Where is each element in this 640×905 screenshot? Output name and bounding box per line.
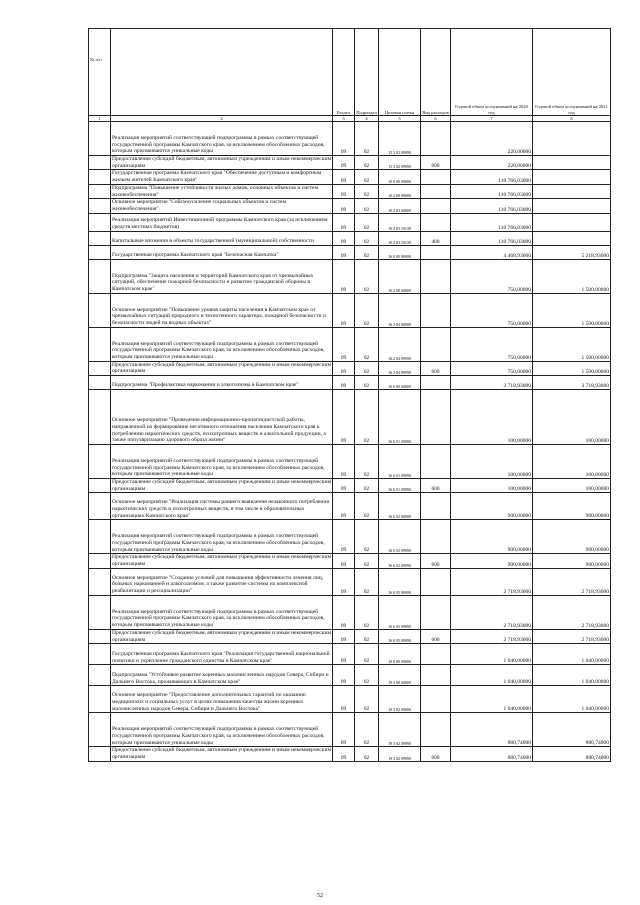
header-amount-2020: Годовой объем ассигнований на 2020 год (451, 29, 533, 116)
section-cell: 09 (333, 644, 355, 665)
section-cell: 09 (333, 259, 355, 293)
table-row (89, 568, 611, 595)
header-subsection: Подраздел (355, 29, 379, 116)
subsection-cell: 02 (355, 327, 379, 361)
row-number-cell (89, 376, 111, 390)
expense-type-cell (421, 595, 451, 629)
row-name-cell: Основное мероприятие "Проведение информационно-пропагандистской работы, направленной на формирование негативного отношения населения Камчатского края к потреблению наркотических средств, психотропных веществ и алкогольной продукции, а также популяризацию здорового образа жизни" (111, 390, 333, 445)
amount-2020-cell: 100,00000 (451, 390, 533, 445)
amount-2020-cell: 110 766,03000 (451, 231, 533, 245)
row-number-cell (89, 122, 111, 156)
amount-2021-cell (533, 231, 611, 245)
amount-2021-cell (533, 199, 611, 213)
expense-type-cell: 600 (421, 361, 451, 375)
row-number-cell (89, 493, 111, 520)
amount-2021-cell: 100,00000 (533, 479, 611, 493)
row-number-cell (89, 686, 111, 713)
expense-type-cell (421, 686, 451, 713)
row-number-cell (89, 479, 111, 493)
amount-2021-cell: 1 500,00000 (533, 293, 611, 327)
column-number: 2 (111, 116, 333, 122)
row-name-cell: Предоставление субсидий бюджетным, автономным учреждениям и иным некоммерческим организациям (112, 629, 332, 643)
expense-type-cell (421, 293, 451, 327)
subsection-cell: 02 (355, 747, 379, 761)
subsection-cell: 02 (355, 231, 379, 245)
amount-2021-cell: 1 040,00000 (533, 686, 611, 713)
table-row (89, 184, 611, 198)
amount-2021-cell: 2 718,93000 (533, 595, 611, 629)
table-row (89, 376, 611, 390)
subsection-cell: 02 (355, 170, 379, 184)
row-name-cell: Реализация мероприятий соответствующей подпрограммы в рамках соответствующей государственной программы Камчатского края, за исключением обособленных расходов, которым присваиваются уникальные коды (111, 122, 333, 156)
row-name-cell: Реализация мероприятий соответствующей подпрограммы в рамках соответствующей государственной программы Камчатского края, за исключением обособленных расходов, которым присваиваются уникальные коды (111, 713, 333, 747)
target-article-cell: 16 0 00 00000 (379, 245, 421, 259)
row-name-cell: Капитальные вложения в объекты государственной (муниципальной) собственности (111, 231, 333, 245)
row-number-cell (89, 213, 111, 231)
column-number: 7 (451, 116, 533, 122)
subsection-cell: 02 (355, 199, 379, 213)
amount-2021-cell: 900,00000 (533, 554, 611, 568)
subsection-cell: 02 (355, 493, 379, 520)
row-number-cell (89, 361, 111, 375)
amount-2021-cell (533, 156, 611, 170)
row-number-cell (89, 520, 111, 554)
target-article-cell: 16 2 04 09990 (379, 361, 421, 375)
subsection-cell: 02 (355, 520, 379, 554)
section-cell: 09 (333, 376, 355, 390)
target-article-cell: 19 0 00 00000 (379, 644, 421, 665)
subsection-cell: 02 (355, 390, 379, 445)
expense-type-cell (421, 259, 451, 293)
expense-type-cell (421, 445, 451, 479)
budget-table (88, 28, 611, 762)
amount-2021-cell: 1 500,00000 (533, 259, 611, 293)
column-number: 6 (421, 116, 451, 122)
row-name-cell: Реализация мероприятий соответствующей подпрограммы в рамках соответствующей государственной программы Камчатского края, за исключением обособленных расходов, которым присваиваются уникальные коды (111, 595, 333, 629)
amount-2020-cell: 900,00000 (451, 554, 533, 568)
section-cell: 09 (333, 170, 355, 184)
expense-type-cell: 400 (421, 231, 451, 245)
subsection-cell: 02 (355, 629, 379, 643)
table-row (89, 327, 611, 361)
subsection-cell: 02 (355, 595, 379, 629)
header-row-number: № п/п (89, 29, 111, 116)
row-name-cell: Основное мероприятие "Сейсмоусиление социальных объектов и систем жизнеобеспечения" (111, 199, 333, 213)
amount-2021-cell: 5 218,93000 (533, 245, 611, 259)
table-body (89, 122, 611, 762)
section-cell: 09 (333, 122, 355, 156)
section-cell: 09 (333, 665, 355, 686)
table-row (89, 686, 611, 713)
table-row (89, 493, 611, 520)
row-name-cell: Реализация мероприятий соответствующей подпрограммы в рамках соответствующей государственной программы Камчатского края, за исключением обособленных расходов, которым присваиваются уникальные коды (111, 327, 333, 361)
amount-2020-cell: 100,00000 (451, 445, 533, 479)
subsection-cell: 02 (355, 686, 379, 713)
row-name-cell: Предоставление субсидий бюджетным, автономным учреждениям и иным некоммерческим организациям (112, 479, 332, 492)
target-article-cell: 16 6 02 00000 (379, 493, 421, 520)
section-cell: 09 (333, 199, 355, 213)
amount-2021-cell: 1 500,00000 (533, 361, 611, 375)
table-row (89, 156, 611, 170)
subsection-cell: 02 (355, 644, 379, 665)
target-article-cell: 16 6 01 00000 (379, 390, 421, 445)
row-number-cell (89, 554, 111, 568)
expense-type-cell: 600 (421, 156, 451, 170)
amount-2021-cell: 1 040,00000 (533, 665, 611, 686)
amount-2020-cell: 750,00000 (451, 361, 533, 375)
header-expense-type: Вид расходов (421, 29, 451, 116)
section-cell: 09 (333, 554, 355, 568)
row-number-cell (89, 665, 111, 686)
row-name-cell: Основное мероприятие "Реализация системы раннего выявления незаконного потребления наркотических средств и психотропных веществ, в том числе в образовательных организациях Камчатского края" (111, 493, 333, 520)
row-name-cell: Основное мероприятие "Предоставление дополнительных гарантий по оказанию медицинских и социальных услуг в целях повышения качества жизни коренных малочисленных народов Севера, Сибири и Дальнего Востока" (111, 686, 333, 713)
target-article-cell: 16 6 05 09990 (379, 629, 421, 643)
row-name-cell: Государственная программа Камчатского края "Безопасная Камчатка" (111, 245, 333, 259)
amount-2021-cell: 100,00000 (533, 445, 611, 479)
section-cell: 09 (333, 629, 355, 643)
table-row (89, 170, 611, 184)
row-number-cell (89, 629, 111, 643)
amount-2020-cell: 1 040,00000 (451, 665, 533, 686)
row-name-cell: Предоставление субсидий бюджетным, автономным учреждениям и иным некоммерческим организациям (112, 747, 332, 760)
section-cell: 09 (333, 213, 355, 231)
amount-2021-cell: 100,00000 (533, 390, 611, 445)
subsection-cell: 02 (355, 713, 379, 747)
section-cell: 09 (333, 327, 355, 361)
expense-type-cell (421, 568, 451, 595)
row-number-cell (89, 184, 111, 198)
table-row (89, 122, 611, 156)
column-number: 3 (333, 116, 355, 122)
subsection-cell: 02 (355, 213, 379, 231)
amount-2021-cell: 1 040,00000 (533, 644, 611, 665)
table-row (89, 747, 611, 761)
row-number-cell (89, 293, 111, 327)
target-article-cell: 16 6 01 09990 (379, 445, 421, 479)
section-cell: 09 (333, 361, 355, 375)
row-name-cell: Основное мероприятие "Создание условий для повышения эффективности лечения лиц, больных наркоманией и алкоголизмом, а также развитие системы их комплексной реабилитации и ресоциализации" (111, 568, 333, 595)
table-header-row (89, 29, 611, 116)
amount-2020-cell: 2 718,93000 (451, 568, 533, 595)
expense-type-cell (421, 665, 451, 686)
row-number-cell (89, 170, 111, 184)
subsection-cell: 02 (355, 156, 379, 170)
row-number-cell (89, 713, 111, 747)
target-article-cell: 16 2 00 00000 (379, 259, 421, 293)
expense-type-cell: 600 (421, 747, 451, 761)
amount-2020-cell: 110 766,03000 (451, 184, 533, 198)
row-name-cell: Подпрограмма "Профилактика наркомании и алкоголизма в Камчатском крае" (111, 376, 333, 390)
target-article-cell: 10 2 03 00000 (379, 199, 421, 213)
amount-2020-cell: 900,00000 (451, 493, 533, 520)
header-name (111, 29, 333, 116)
expense-type-cell (421, 327, 451, 361)
section-cell: 09 (333, 390, 355, 445)
row-name-cell: Реализация мероприятий Инвестиционной программы Камчатского края (за исключением средств местных бюджетов) (111, 213, 333, 231)
row-number-cell (89, 231, 111, 245)
table-row (89, 245, 611, 259)
expense-type-cell (421, 713, 451, 747)
table-row (89, 644, 611, 665)
subsection-cell: 02 (355, 665, 379, 686)
header-section: Раздел (333, 29, 355, 116)
table-row (89, 479, 611, 493)
row-number-cell (89, 644, 111, 665)
row-number-cell (89, 245, 111, 259)
subsection-cell: 02 (355, 259, 379, 293)
target-article-cell: 16 6 01 09990 (379, 479, 421, 493)
subsection-cell: 02 (355, 376, 379, 390)
target-article-cell: 19 3 02 09990 (379, 713, 421, 747)
amount-2021-cell (533, 184, 611, 198)
table-row (89, 213, 611, 231)
amount-2021-cell: 1 500,00000 (533, 327, 611, 361)
amount-2021-cell: 880,74000 (533, 713, 611, 747)
section-cell: 09 (333, 156, 355, 170)
section-cell: 09 (333, 686, 355, 713)
expense-type-cell: 600 (421, 479, 451, 493)
table-row (89, 259, 611, 293)
expense-type-cell (421, 213, 451, 231)
row-name-cell: Предоставление субсидий бюджетным, автономным учреждениям и иным некоммерческим организациям (112, 156, 332, 169)
amount-2020-cell: 110 766,03000 (451, 170, 533, 184)
target-article-cell: 16 6 05 00000 (379, 568, 421, 595)
expense-type-cell (421, 493, 451, 520)
amount-2020-cell: 4 468,93000 (451, 245, 533, 259)
table-row (89, 629, 611, 643)
amount-2020-cell: 880,74000 (451, 747, 533, 761)
section-cell: 09 (333, 595, 355, 629)
column-number: 1 (89, 116, 111, 122)
section-cell: 09 (333, 493, 355, 520)
column-number: 4 (355, 116, 379, 122)
amount-2020-cell: 3 718,93000 (451, 376, 533, 390)
amount-2020-cell: 900,00000 (451, 520, 533, 554)
row-number-cell (89, 445, 111, 479)
row-name-cell: Подпрограмма "Повышение устойчивости жилых домов, основных объектов и систем жизнеобеспечения" (111, 184, 333, 198)
amount-2021-cell: 3 718,93000 (533, 376, 611, 390)
expense-type-cell (421, 170, 451, 184)
amount-2021-cell: 2 718,93000 (533, 629, 611, 643)
expense-type-cell (421, 245, 451, 259)
subsection-cell: 02 (355, 184, 379, 198)
table-row (89, 554, 611, 568)
expense-type-cell: 600 (421, 629, 451, 643)
row-name-cell: Государственная программа Камчатского края "Реализация государственной национальной политики и укрепление гражданского единства в Камчатском крае" (111, 644, 333, 665)
target-article-cell: 10 2 03 10130 (379, 213, 421, 231)
amount-2021-cell (533, 122, 611, 156)
target-article-cell: 19 3 02 09990 (379, 747, 421, 761)
amount-2020-cell: 220,00000 (451, 156, 533, 170)
expense-type-cell (421, 122, 451, 156)
table-row (89, 199, 611, 213)
table-row (89, 595, 611, 629)
row-number-cell (89, 390, 111, 445)
section-cell: 09 (333, 445, 355, 479)
amount-2020-cell: 750,00000 (451, 327, 533, 361)
amount-2021-cell: 900,00000 (533, 493, 611, 520)
table-row (89, 520, 611, 554)
row-number-cell (89, 199, 111, 213)
target-article-cell: 10 2 03 10130 (379, 231, 421, 245)
row-number-cell (89, 568, 111, 595)
amount-2021-cell: 900,00000 (533, 520, 611, 554)
row-name-cell: Государственная программа Камчатского края "Обеспечение доступным и комфортным жильем жителей Камчатского края" (111, 170, 333, 184)
expense-type-cell (421, 184, 451, 198)
row-name-cell: Подпрограмма "Устойчивое развитие коренных малочисленных народов Севера, Сибири и Дальнего Востока, проживающих в Камчатском крае" (111, 665, 333, 686)
amount-2020-cell: 100,00000 (451, 479, 533, 493)
target-article-cell: 16 6 02 09990 (379, 520, 421, 554)
subsection-cell: 02 (355, 554, 379, 568)
section-cell: 09 (333, 713, 355, 747)
header-target-article: Целевая статья (379, 29, 421, 116)
row-name-cell: Основное мероприятие "Повышение уровня защиты населения в Камчатском крае от чрезвычайных ситуаций природного и техногенного характера, пожарной безопасности и безопасности людей на водных объектах" (111, 293, 333, 327)
row-name-cell: Предоставление субсидий бюджетным, автономным учреждениям и иным некоммерческим организациям (112, 361, 332, 375)
amount-2020-cell: 2 718,93000 (451, 629, 533, 643)
target-article-cell: 16 2 04 09990 (379, 327, 421, 361)
table-row (89, 231, 611, 245)
target-article-cell: 19 3 02 00000 (379, 686, 421, 713)
subsection-cell: 02 (355, 293, 379, 327)
row-number-cell (89, 259, 111, 293)
subsection-cell: 02 (355, 122, 379, 156)
amount-2020-cell: 880,74000 (451, 713, 533, 747)
row-number-cell (89, 747, 111, 761)
section-cell: 09 (333, 568, 355, 595)
amount-2021-cell: 880,74000 (533, 747, 611, 761)
table-row (89, 445, 611, 479)
expense-type-cell (421, 199, 451, 213)
section-cell: 09 (333, 231, 355, 245)
page-number: 52 (317, 893, 323, 899)
table-row (89, 390, 611, 445)
expense-type-cell (421, 376, 451, 390)
row-name-cell: Реализация мероприятий соответствующей подпрограммы в рамках соответствующей государственной программы Камчатского края, за исключением обособленных расходов, которым присваиваются уникальные коды (111, 520, 333, 554)
target-article-cell: 16 6 05 09990 (379, 595, 421, 629)
row-name-cell: Предоставление субсидий бюджетным, автономным учреждениям и иным некоммерческим организациям (112, 554, 332, 568)
table-row (89, 713, 611, 747)
header-amount-2021: Годовой объем ассигнований на 2021 год (533, 29, 611, 116)
subsection-cell: 02 (355, 445, 379, 479)
row-name-cell: Подпрограмма "Защита населения и территорий Камчатского края от чрезвычайных ситуаций, обеспечение пожарной безопасности и развитие гражданской обороны в Камчатском крае" (111, 259, 333, 293)
column-number: 5 (379, 116, 421, 122)
expense-type-cell: 600 (421, 554, 451, 568)
amount-2020-cell: 110 766,03000 (451, 199, 533, 213)
table-row (89, 665, 611, 686)
amount-2020-cell: 2 718,93000 (451, 595, 533, 629)
amount-2021-cell (533, 170, 611, 184)
subsection-cell: 02 (355, 361, 379, 375)
table-row (89, 361, 611, 375)
section-cell: 09 (333, 184, 355, 198)
target-article-cell: 16 2 04 00000 (379, 293, 421, 327)
target-article-cell: 15 3 02 09990 (379, 156, 421, 170)
table-row (89, 293, 611, 327)
amount-2020-cell: 750,00000 (451, 259, 533, 293)
subsection-cell: 02 (355, 479, 379, 493)
subsection-cell: 02 (355, 245, 379, 259)
section-cell: 09 (333, 520, 355, 554)
expense-type-cell (421, 390, 451, 445)
row-number-cell (89, 595, 111, 629)
expense-type-cell (421, 520, 451, 554)
amount-2020-cell: 110 766,03000 (451, 213, 533, 231)
amount-2020-cell: 220,00000 (451, 122, 533, 156)
target-article-cell: 16 6 02 09990 (379, 554, 421, 568)
section-cell: 09 (333, 293, 355, 327)
section-cell: 09 (333, 245, 355, 259)
amount-2020-cell: 750,00000 (451, 293, 533, 327)
row-number-cell (89, 327, 111, 361)
row-name-cell: Реализация мероприятий соответствующей подпрограммы в рамках соответствующей государственной программы Камчатского края, за исключением обособленных расходов, которым присваиваются уникальные коды (111, 445, 333, 479)
target-article-cell: 10 0 00 00000 (379, 170, 421, 184)
row-number-cell (89, 156, 111, 170)
subsection-cell: 02 (355, 568, 379, 595)
section-cell: 09 (333, 479, 355, 493)
target-article-cell: 16 6 00 00000 (379, 376, 421, 390)
amount-2020-cell: 1 040,00000 (451, 686, 533, 713)
target-article-cell: 19 3 00 00000 (379, 665, 421, 686)
section-cell: 09 (333, 747, 355, 761)
column-number: 8 (533, 116, 611, 122)
amount-2020-cell: 1 040,00000 (451, 644, 533, 665)
amount-2021-cell: 2 718,93000 (533, 568, 611, 595)
amount-2021-cell (533, 213, 611, 231)
expense-type-cell (421, 644, 451, 665)
target-article-cell: 10 2 00 00000 (379, 184, 421, 198)
target-article-cell: 15 3 02 09990 (379, 122, 421, 156)
